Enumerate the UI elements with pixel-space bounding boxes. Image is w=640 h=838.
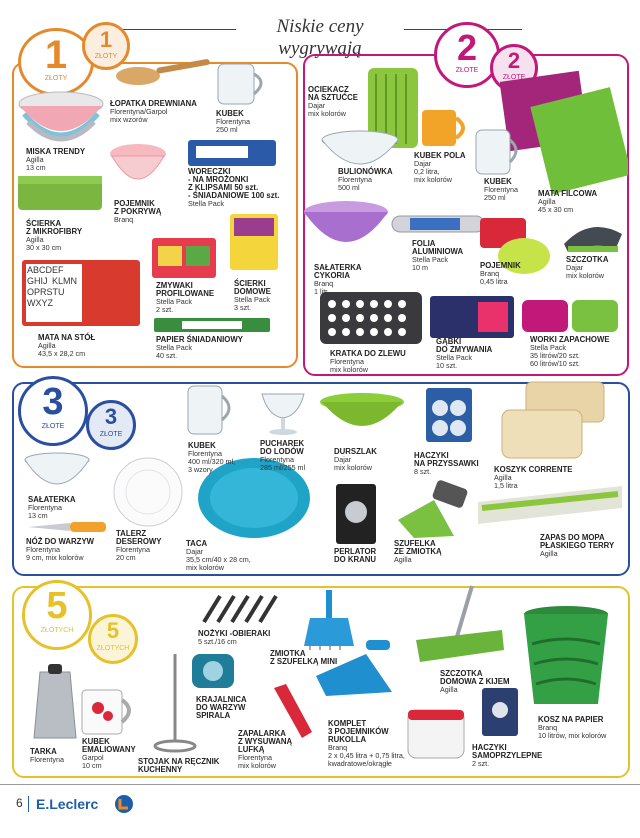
glass-mug-image <box>214 60 270 108</box>
ice-cream-cup-image <box>258 388 308 436</box>
price-coin-3: 3 ZŁOTE <box>18 376 88 446</box>
label-mata: MATA NA STÓŁ Agilla 43,5 x 28,2 cm <box>38 333 96 358</box>
freezer-bags-image <box>186 138 278 168</box>
leclerc-logo-icon <box>114 794 134 814</box>
label-salaterka3: SAŁATERKA Florentyna 13 cm <box>28 495 76 520</box>
corrente-baskets-image <box>500 380 608 464</box>
dustpan-brush-image <box>394 480 470 540</box>
enamel-mug-image <box>78 686 138 738</box>
label-matafilc: MATA FILCOWA Agilla 45 x 30 cm <box>538 189 598 214</box>
label-kubek2: KUBEK Florentyna 250 ml <box>484 177 518 202</box>
label-ociekacz: OCIEKACZ NA SZTUĆCE Dajar mix kolorów <box>308 85 358 118</box>
brand-logo-text: E.Leclerc <box>36 796 99 812</box>
grater-image <box>30 662 80 742</box>
label-stojak: STOJAK NA RĘCZNIK KUCHENNY <box>138 757 220 774</box>
vegetable-knife-image <box>26 520 108 534</box>
aluminium-foil-image <box>390 212 486 236</box>
page-title: Niskie ceny wygrywają <box>276 16 364 59</box>
label-durszlak: DURSZLAK Dajar mix kolorów <box>334 447 377 472</box>
label-komplet: KOMPLET 3 POJEMNIKÓW RUKOLLA Branq 2 x 0,45 litra + 0,75 litra, kwadratowe/okrągłe <box>328 719 405 768</box>
label-zmywaki: ZMYWAKI PROFILOWANE Stella Pack 2 szt. <box>156 281 215 314</box>
container-with-lid-image <box>106 140 170 196</box>
label-haczyki1: HACZYKI NA PRZYSSAWKI 8 szt. <box>414 451 479 476</box>
dessert-plate-image <box>112 456 184 528</box>
price-coin-1: 1 ZŁOTY <box>18 28 94 96</box>
label-zmiotka: ZMIOTKA Z SZUFELKĄ MINI <box>270 649 338 666</box>
aerator-image <box>334 482 378 546</box>
label-folia: FOLIA ALUMINIOWA Stella Pack 10 m <box>412 239 464 272</box>
price-coin-5-small: 5 ZŁOTYCH <box>88 614 138 664</box>
label-lopatka: ŁOPATKA DREWNIANA Florentyna/Garpol mix wzorów <box>110 99 197 124</box>
label-zapalarka: ZAPALARKA Z WYSUWANĄ LUFKĄ Florentyna mix kolorów <box>238 729 293 770</box>
dish-sponges-image <box>428 294 516 342</box>
scented-bags-image <box>520 296 620 336</box>
label-tarka: TARKA Florentyna <box>30 747 64 764</box>
label-koszyk: KOSZYK CORRENTE Agilla 1,5 litra <box>494 465 573 490</box>
bowl-stack-image <box>16 86 106 148</box>
page-number: 6 <box>16 796 23 810</box>
cleaning-cloths-pack-image <box>228 212 280 272</box>
peeler-knives-image <box>196 592 280 626</box>
label-salaterkacyk: SAŁATERKA CYKORIA Branq 1 litr <box>314 263 362 296</box>
colander-image <box>316 390 408 442</box>
footer-rule <box>0 784 640 785</box>
label-talerz: TALERZ DESEROWY Florentyna 20 cm <box>116 529 162 562</box>
price-coin-5: 5 ZŁOTYCH <box>22 580 92 650</box>
label-kubek3: KUBEK Florentyna 400 ml/320 ml, 3 wzory <box>188 441 236 474</box>
sink-mat-image <box>316 288 426 348</box>
paper-bin-image <box>520 604 612 710</box>
price-coin-2-small: 2 ZŁOTE <box>490 44 538 92</box>
label-noz: NÓŻ DO WARZYW Florentyna 9 cm, mix kolorów <box>26 537 94 562</box>
label-kosz: KOSZ NA PAPIER Branq 10 litrów, mix kolorów <box>538 715 607 740</box>
towel-stand-image <box>152 650 198 754</box>
breakfast-paper-image <box>152 316 272 334</box>
suction-hooks-image <box>424 386 474 444</box>
table-mat-image <box>22 260 140 326</box>
label-szczotka: SZCZOTKA Dajar mix kolorów <box>566 255 609 280</box>
label-papier: PAPIER ŚNIADANIOWY Stella Pack 40 szt. <box>156 335 243 360</box>
label-miska: MISKA TRENDY Agilla 13 cm <box>26 147 86 172</box>
price-coin-1-small: 1 ZŁOTY <box>82 22 130 70</box>
label-perlator: PERLATOR DO KRANU <box>334 547 377 564</box>
chicory-salad-bowl-image <box>300 198 392 260</box>
glass-mug-2-image <box>472 126 524 178</box>
label-scierki: ŚCIERKI DOMOWE Stella Pack 3 szt. <box>234 279 271 312</box>
dustpan-image <box>312 636 396 698</box>
label-szczotkadom: SZCZOTKA DOMOWA Z KIJEM Agilla <box>440 669 510 694</box>
label-nozyki: NOŻYKI -OBIERAKI 5 szt./16 cm <box>198 629 271 646</box>
label-worki: WORKI ZAPACHOWE Stella Pack 35 litrów/20 szt. 60 litrów/10 szt. <box>530 335 610 368</box>
label-kubekemal: KUBEK EMALIOWANY Garpol 10 cm <box>82 737 136 770</box>
microfiber-cloth-image <box>14 170 106 216</box>
sponges-pack-image <box>150 236 218 280</box>
footer-divider <box>28 796 29 812</box>
label-pucharek: PUCHAREK DO LODÓW Florentyna 285 ml/255 ml <box>260 439 306 472</box>
label-zapas: ZAPAS DO MOPA PŁASKIEGO TERRY Agilla <box>540 533 615 558</box>
pola-mug-image <box>418 106 470 150</box>
label-kubekpola: KUBEK POLA Dajar 0,2 litra, mix kolorów <box>414 151 466 184</box>
label-szufelka: SZUFELKA ZE ZMIOTKĄ Agilla <box>394 539 442 564</box>
label-gabki: GĄBKI DO ZMYWANIA Stella Pack 10 szt. <box>436 337 493 370</box>
rukolla-containers-image <box>404 706 468 764</box>
label-kratka: KRATKA DO ZLEWU Florentyna mix kolorów <box>330 349 406 374</box>
glass-mug-3-image <box>184 382 238 438</box>
label-kubek1: KUBEK Florentyna 250 ml <box>216 109 250 134</box>
brush-image <box>560 216 626 256</box>
label-bulionowka: BULIONÓWKA Florentyna 500 ml <box>338 167 393 192</box>
broom-with-stick-image <box>412 584 508 670</box>
label-pojemnik1: POJEMNIK Z POKRYWĄ Branq <box>114 199 162 224</box>
table-mat-letters: ABCDEF GHIJ KLMN OPRSTU WXYZ <box>26 264 82 322</box>
label-woreczki: WORECZKI - NA MROŻONKI Z KLIPSAMI 50 szt. - ŚNIADANIOWE 100 szt. Stella Pack <box>188 167 280 208</box>
label-scierka: ŚCIERKA Z MIKROFIBRY Agilla 30 x 30 cm <box>26 219 83 252</box>
price-coin-3-small: 3 ZŁOTE <box>86 400 136 450</box>
broth-bowl-image <box>318 128 402 172</box>
price-coin-2: 2 ZŁOTE <box>434 22 500 88</box>
wooden-spatula-image <box>112 56 212 90</box>
label-krajalnica: KRAJALNICA DO WARZYW SPIRALA <box>196 695 247 720</box>
label-taca: TACA Dajar 35,5 cm/40 x 28 cm, mix kolorów <box>186 539 251 572</box>
label-pojemnik2: POJEMNIK Branq 0,45 litra <box>480 261 521 286</box>
title-rule-left <box>118 29 236 30</box>
label-haczyki2: HACZYKI SAMOPRZYLEPNE 2 szt. <box>472 743 543 768</box>
